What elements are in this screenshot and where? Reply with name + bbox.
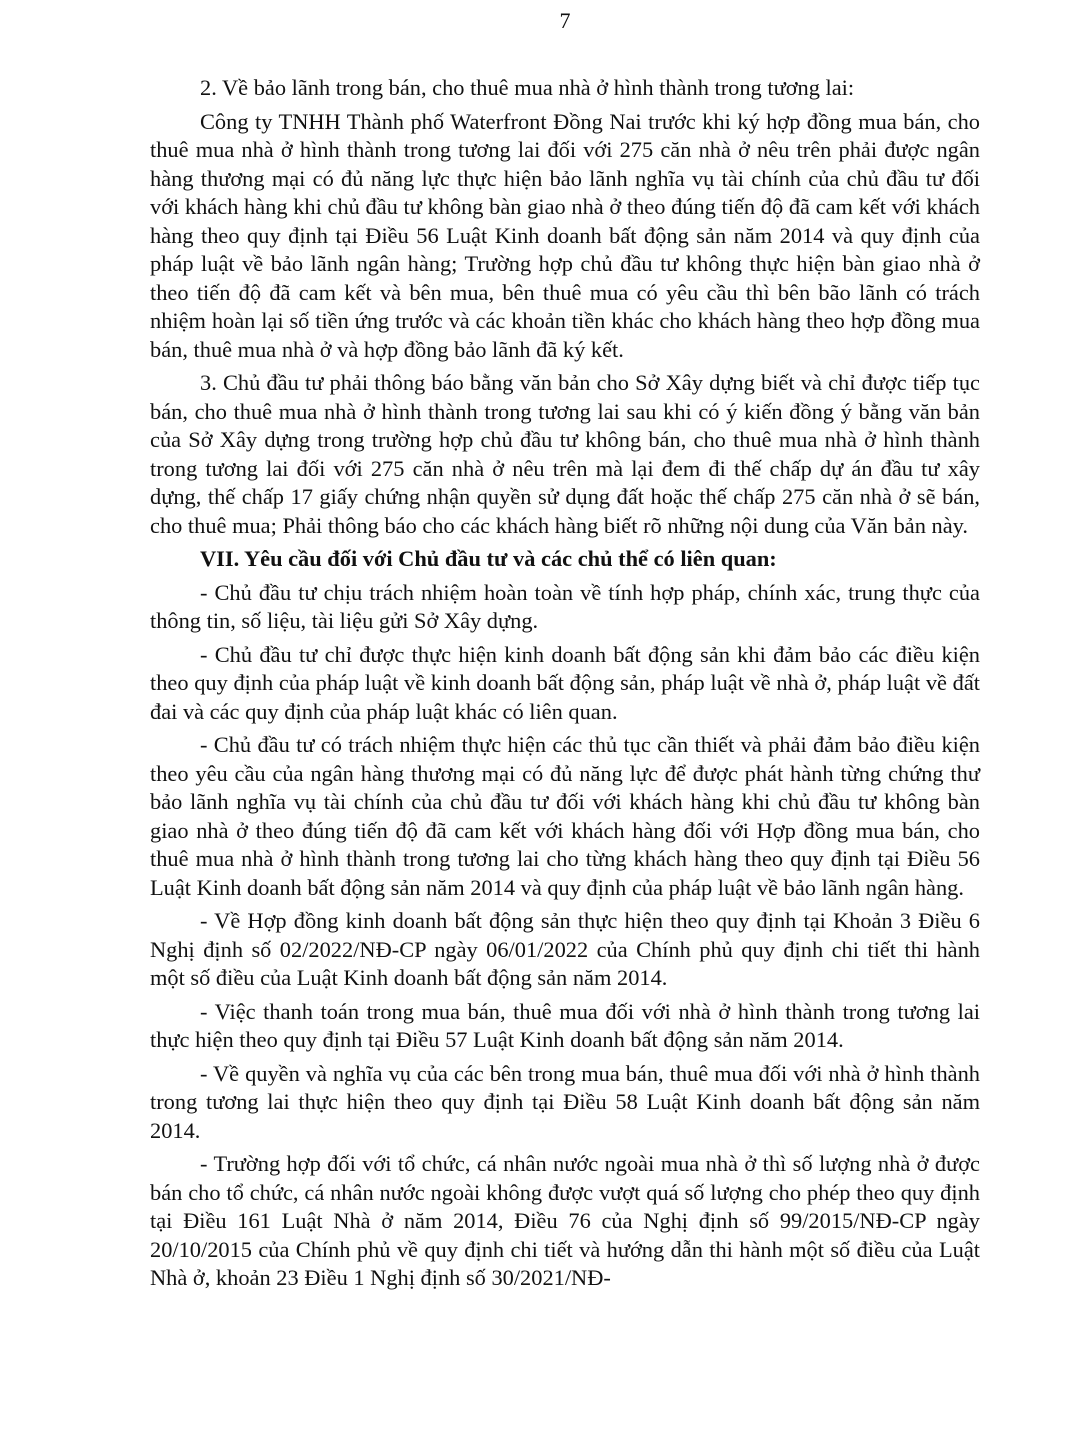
section-3-paragraph: 3. Chủ đầu tư phải thông báo bằng văn bản cho Sở Xây dựng biết và chỉ được tiếp tục bán, cho thuê mua nhà ở hình thành trong tương lai sau khi có ý kiến đồng ý bằng văn bản của Sở Xây dựng trong trường hợp chủ đầu tư không bán, cho thuê mua nhà ở hình thành trong tương lai đối với 275 căn nhà ở nêu trên mà lại đem đi thế chấp dự án đầu tư xây dựng, thế chấp 17 giấy chứng nhận quyền sử dụng đất hoặc thế chấp 275 căn nhà ở sẽ bán, cho thuê mua; Phải thông báo cho các khách hàng biết rõ những nội dung của Văn bản này. bbox=[150, 370, 980, 538]
section-vii-heading: VII. Yêu cầu đối với Chủ đầu tư và các chủ thể có liên quan: bbox=[200, 546, 777, 571]
requirement-item: - Về quyền và nghĩa vụ của các bên trong mua bán, thuê mua đối với nhà ở hình thành trong tương lai thực hiện theo quy định tại Điều 58 Luật Kinh doanh bất động sản năm 2014. bbox=[150, 1060, 980, 1143]
document-page bbox=[150, 0, 980, 1298]
requirement-item: - Về Hợp đồng kinh doanh bất động sản thực hiện theo quy định tại Khoản 3 Điều 6 Nghị định số 02/2022/NĐ-CP ngày 06/01/2022 của Chính phủ quy định chi tiết thi hành một số điều của Luật Kinh doanh bất động sản năm 2014. bbox=[150, 908, 980, 990]
requirement-item: - Việc thanh toán trong mua bán, thuê mua đối với nhà ở hình thành trong tương lai thực hiện theo quy định tại Điều 57 Luật Kinh doanh bất động sản năm 2014. bbox=[150, 998, 980, 1052]
requirement-item: - Chủ đầu tư chỉ được thực hiện kinh doanh bất động sản khi đảm bảo các điều kiện theo quy định của pháp luật về kinh doanh bất động sản, pháp luật về nhà ở, pháp luật về đất đai và các quy định của pháp luật khác có liên quan. bbox=[150, 641, 980, 724]
page-number: 7 bbox=[559, 8, 571, 33]
requirement-item: - Trường hợp đối với tổ chức, cá nhân nước ngoài mua nhà ở thì số lượng nhà ở được bán cho tổ chức, cá nhân nước ngoài không được vượt quá số lượng cho phép theo quy định tại Điều 161 Luật Nhà ở năm 2014, Điều 76 của Nghị định số 99/2015/NĐ-CP ngày 20/10/2015 của Chính phủ về quy định chi tiết và hướng dẫn thi hành một số điều của Luật Nhà ở, khoản 23 Điều 1 Nghị định số 30/2021/NĐ- bbox=[150, 1151, 980, 1290]
section-2-heading: 2. Về bảo lãnh trong bán, cho thuê mua nhà ở hình thành trong tương lai: bbox=[200, 75, 855, 100]
requirement-item: - Chủ đầu tư có trách nhiệm thực hiện các thủ tục cần thiết và phải đảm bảo điều kiện theo yêu cầu của ngân hàng thương mại có đủ năng lực để được phát hành từng chứng thư bảo lãnh nghĩa vụ tài chính của chủ đầu tư đối với khách hàng khi chủ đầu tư không bàn giao nhà ở theo đúng tiến độ đã cam kết với khách hàng đối với Hợp đồng mua bán, cho thuê mua nhà ở hình thành trong tương lai cho từng khách hàng theo quy định tại Điều 56 Luật Kinh doanh bất động sản năm 2014 và quy định của pháp luật về bảo lãnh ngân hàng. bbox=[150, 732, 980, 900]
guarantee-paragraph: Công ty TNHH Thành phố Waterfront Đồng Nai trước khi ký hợp đồng mua bán, cho thuê mua nhà ở hình thành trong tương lai đối với 275 căn nhà ở nêu trên phải được ngân hàng thương mại có đủ năng lực thực hiện bảo lãnh nghĩa vụ tài chính của chủ đầu tư đối với khách hàng khi chủ đầu tư không bàn giao nhà ở theo đúng tiến độ đã cam kết với khách hàng theo quy định tại Điều 56 Luật Kinh doanh bất động sản năm 2014 và quy định của pháp luật về bảo lãnh ngân hàng; Trường hợp chủ đầu tư không thực hiện bàn giao nhà ở theo tiến độ đã cam kết và bên mua, bên thuê mua có yêu cầu thì bên bão lãnh có trách nhiệm hoàn lại số tiền ứng trước và các khoản tiền khác cho khách hàng theo hợp đồng mua bán, thuê mua nhà ở và hợp đồng bảo lãnh đã ký kết. bbox=[150, 108, 980, 362]
requirement-item: - Chủ đầu tư chịu trách nhiệm hoàn toàn về tính hợp pháp, chính xác, trung thực của thông tin, số liệu, tài liệu gửi Sở Xây dựng. bbox=[150, 579, 980, 633]
